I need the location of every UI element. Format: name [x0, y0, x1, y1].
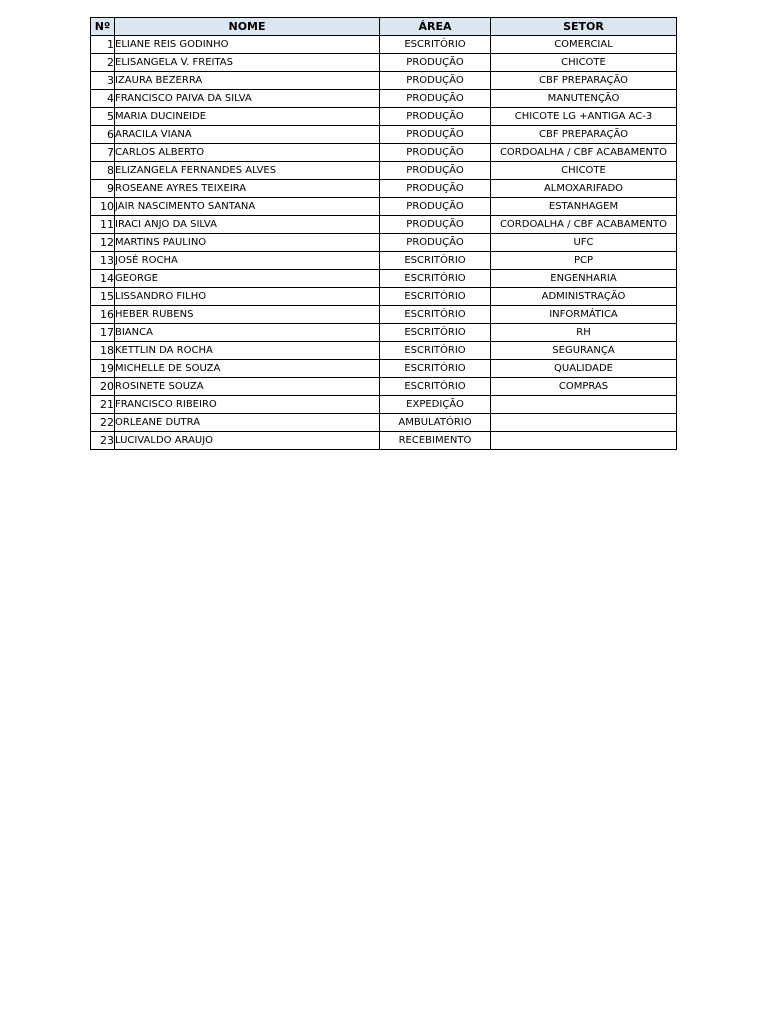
table-row — [91, 162, 677, 180]
employee-sector: RH — [491, 324, 677, 342]
row-number: 1 — [91, 36, 115, 54]
row-number: 11 — [91, 216, 115, 234]
employee-sector — [491, 396, 677, 414]
employee-area: ESCRITÓRIO — [380, 342, 491, 360]
employee-name: ELISANGELA V. FREITAS — [115, 54, 380, 72]
row-number: 3 — [91, 72, 115, 90]
employee-name: KETTLIN DA ROCHA — [115, 342, 380, 360]
table-row — [91, 342, 677, 360]
employee-area: ESCRITÓRIO — [380, 306, 491, 324]
table-row — [91, 396, 677, 414]
employee-area: ESCRITÓRIO — [380, 360, 491, 378]
table-row — [91, 72, 677, 90]
employee-sector: CBF PREPARAÇÃO — [491, 72, 677, 90]
employee-sector: ENGENHARIA — [491, 270, 677, 288]
row-number: 19 — [91, 360, 115, 378]
employee-area: AMBULATÓRIO — [380, 414, 491, 432]
table-row — [91, 144, 677, 162]
table-row — [91, 432, 677, 450]
employee-sector: PCP — [491, 252, 677, 270]
table-row — [91, 360, 677, 378]
employee-name: LISSANDRO FILHO — [115, 288, 380, 306]
header-number: Nº — [91, 18, 115, 36]
employee-sector — [491, 432, 677, 450]
employee-sector: ESTANHAGEM — [491, 198, 677, 216]
table-row — [91, 198, 677, 216]
employee-area: ESCRITÓRIO — [380, 288, 491, 306]
table-row — [91, 180, 677, 198]
row-number: 20 — [91, 378, 115, 396]
table-row — [91, 54, 677, 72]
employee-name: ARACILA VIANA — [115, 126, 380, 144]
employee-name: CARLOS ALBERTO — [115, 144, 380, 162]
employee-sector: CBF PREPARAÇÃO — [491, 126, 677, 144]
employee-name: HEBER RUBENS — [115, 306, 380, 324]
table-row — [91, 126, 677, 144]
employee-name: ROSINETE SOUZA — [115, 378, 380, 396]
employee-area: ESCRITÓRIO — [380, 252, 491, 270]
employee-table — [90, 17, 677, 450]
table-row — [91, 270, 677, 288]
employee-name: JAIR NASCIMENTO SANTANA — [115, 198, 380, 216]
employee-area: ESCRITÓRIO — [380, 378, 491, 396]
employee-name: FRANCISCO RIBEIRO — [115, 396, 380, 414]
employee-name: IRACI ANJO DA SILVA — [115, 216, 380, 234]
employee-area: PRODUÇÃO — [380, 108, 491, 126]
employee-sector: QUALIDADE — [491, 360, 677, 378]
row-number: 8 — [91, 162, 115, 180]
employee-area: ESCRITÓRIO — [380, 36, 491, 54]
employee-name: GEORGE — [115, 270, 380, 288]
employee-sector: CORDOALHA / CBF ACABAMENTO — [491, 216, 677, 234]
employee-area: PRODUÇÃO — [380, 162, 491, 180]
employee-area: PRODUÇÃO — [380, 90, 491, 108]
row-number: 15 — [91, 288, 115, 306]
employee-area: RECEBIMENTO — [380, 432, 491, 450]
table-row — [91, 216, 677, 234]
employee-area: PRODUÇÃO — [380, 234, 491, 252]
row-number: 16 — [91, 306, 115, 324]
row-number: 9 — [91, 180, 115, 198]
row-number: 10 — [91, 198, 115, 216]
employee-area: PRODUÇÃO — [380, 54, 491, 72]
employee-sector: CORDOALHA / CBF ACABAMENTO — [491, 144, 677, 162]
table-row — [91, 90, 677, 108]
employee-area: EXPEDIÇÃO — [380, 396, 491, 414]
table-body — [91, 36, 677, 450]
header-row — [91, 18, 677, 36]
employee-sector: ADMINISTRAÇÃO — [491, 288, 677, 306]
employee-name: ELIZANGELA FERNANDES ALVES — [115, 162, 380, 180]
employee-name: MARIA DUCINEIDE — [115, 108, 380, 126]
row-number: 21 — [91, 396, 115, 414]
employee-name: JOSÉ ROCHA — [115, 252, 380, 270]
row-number: 22 — [91, 414, 115, 432]
employee-sector: COMPRAS — [491, 378, 677, 396]
row-number: 23 — [91, 432, 115, 450]
header-name: NOME — [115, 18, 380, 36]
employee-area: PRODUÇÃO — [380, 126, 491, 144]
employee-name: LUCIVALDO ARAUJO — [115, 432, 380, 450]
table-header — [91, 18, 677, 36]
employee-area: PRODUÇÃO — [380, 198, 491, 216]
employee-name: FRANCISCO PAIVA DA SILVA — [115, 90, 380, 108]
employee-sector: CHICOTE LG +ANTIGA AC-3 — [491, 108, 677, 126]
employee-sector: CHICOTE — [491, 162, 677, 180]
employee-sector: MANUTENÇÃO — [491, 90, 677, 108]
table-row — [91, 414, 677, 432]
table-row — [91, 252, 677, 270]
row-number: 4 — [91, 90, 115, 108]
employee-name: MARTINS PAULINO — [115, 234, 380, 252]
employee-name: MICHELLE DE SOUZA — [115, 360, 380, 378]
header-area: ÁREA — [380, 18, 491, 36]
row-number: 14 — [91, 270, 115, 288]
row-number: 6 — [91, 126, 115, 144]
employee-area: PRODUÇÃO — [380, 216, 491, 234]
table-row — [91, 36, 677, 54]
table-row — [91, 378, 677, 396]
header-sector: SETOR — [491, 18, 677, 36]
employee-sector: SEGURANÇA — [491, 342, 677, 360]
employee-name: IZAURA BEZERRA — [115, 72, 380, 90]
table-row — [91, 234, 677, 252]
employee-area: ESCRITÓRIO — [380, 324, 491, 342]
row-number: 5 — [91, 108, 115, 126]
row-number: 13 — [91, 252, 115, 270]
employee-sector: COMERCIAL — [491, 36, 677, 54]
employee-sector: ALMOXARIFADO — [491, 180, 677, 198]
employee-area: PRODUÇÃO — [380, 180, 491, 198]
row-number: 2 — [91, 54, 115, 72]
employee-name: ROSEANE AYRES TEIXEIRA — [115, 180, 380, 198]
table-row — [91, 306, 677, 324]
table-row — [91, 108, 677, 126]
employee-area: ESCRITÓRIO — [380, 270, 491, 288]
employee-area: PRODUÇÃO — [380, 144, 491, 162]
employee-sector — [491, 414, 677, 432]
row-number: 7 — [91, 144, 115, 162]
row-number: 12 — [91, 234, 115, 252]
table-row — [91, 324, 677, 342]
employee-area: PRODUÇÃO — [380, 72, 491, 90]
employee-name: ORLEANE DUTRA — [115, 414, 380, 432]
employee-sector: INFORMÁTICA — [491, 306, 677, 324]
row-number: 18 — [91, 342, 115, 360]
row-number: 17 — [91, 324, 115, 342]
employee-name: ELIANE REIS GODINHO — [115, 36, 380, 54]
employee-sector: CHICOTE — [491, 54, 677, 72]
employee-sector: UFC — [491, 234, 677, 252]
employee-name: BIANCA — [115, 324, 380, 342]
table-row — [91, 288, 677, 306]
